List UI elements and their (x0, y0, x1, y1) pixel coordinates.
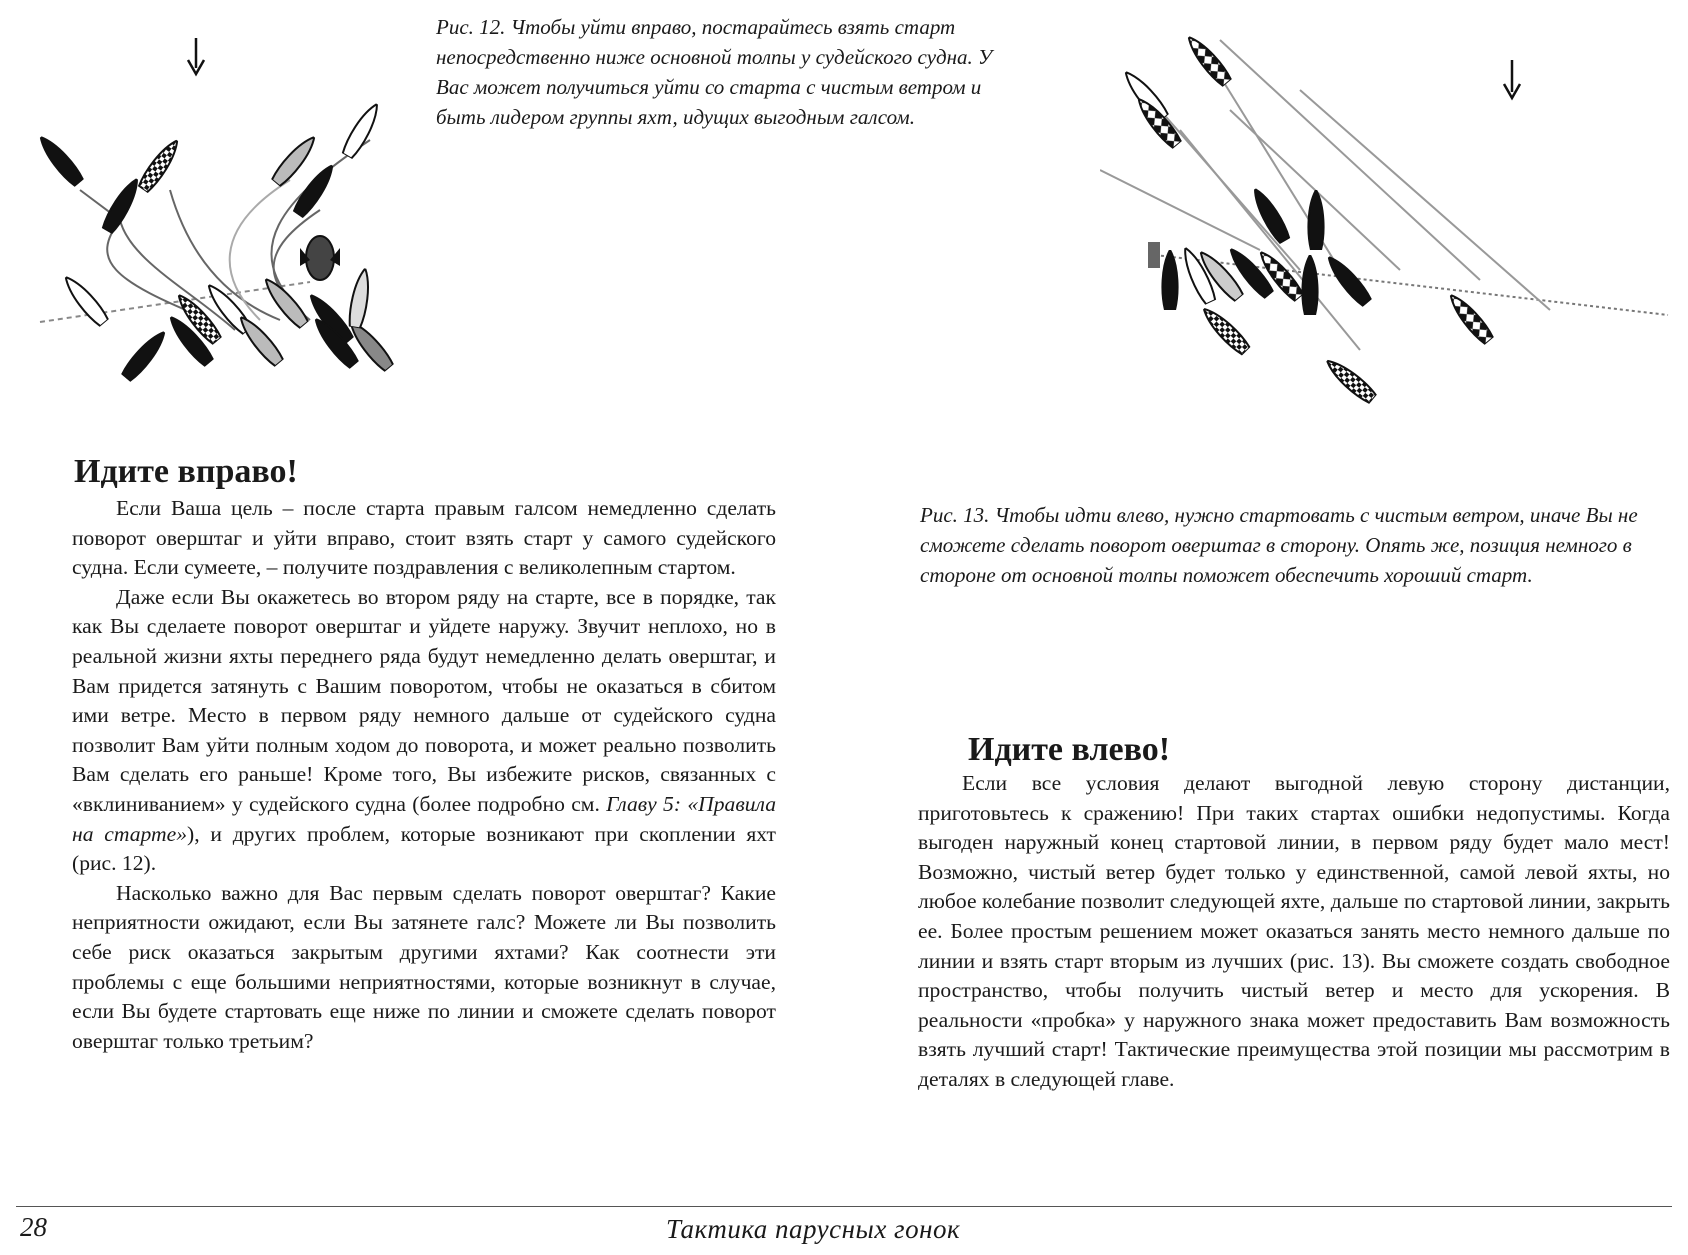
right-column-text (918, 769, 1670, 1095)
pin-mark-icon (1148, 242, 1160, 268)
figure-13-caption: Рис. 13. Чтобы идти влево, нужно стартовать с чистым ветром, иначе Вы не сможете сделать поворот оверштаг в сторону. Опять же, позиция немного в стороне от основной толпы поможет обеспечить хороший старт. (920, 503, 1638, 587)
footer-rule (16, 1206, 1672, 1207)
left-column-text (72, 494, 776, 1056)
committee-boat-icon (300, 236, 340, 280)
boat-fleet (1100, 32, 1495, 405)
paragraph: Насколько важно для Вас первым сделать поворот оверштаг? Какие неприятности ожидают, если Вы затянете галс? Можете ли Вы позволить себе риск оказаться закрытым другими яхтами? Как соотнести эти проблемы с еще большими неприятностями, которые возникнут в случае, если Вы будете стартовать еще ниже по линии и сможете сделать поворот оверштаг только третьим? (72, 880, 776, 1053)
figure-12-caption: Рис. 12. Чтобы уйти вправо, постарайтесь взять старт непосредственно ниже основной толпы у судейского судна. У Вас может получиться уйти со старта с чистым ветром и быть лидером группы яхт, идущих выгодным галсом. (436, 15, 993, 129)
paragraph: Если все условия делают выгодной левую сторону дистанции, приготовьтесь к сражению! При таких стартах ошибки недопустимы. Когда выгоден наружный конец стартовой линии, в первом ряду будет мало мест! Возможно, чистый ветер будет только у единственной, самой левой яхты, но любое колебание позволит следующей яхте, дальше по стартовой линии, закрыть ее. Более простым решением может оказаться занять место немного дальше по линии и взять старт вторым из лучших (рис. 13). Вы сможете создать свободное пространство, чтобы получить чистый ветер и место для ускорения. В реальности «пробка» у наружного знака может предоставить Вам возможность взять лучший старт! Тактические преимущества этой позиции мы рассмотрим в деталях в следующей главе. (918, 771, 1670, 1091)
paragraph: Даже если Вы окажетесь во втором ряду на старте, все в порядке, так как Вы сделаете поворот оверштаг и уйдете наружу. Звучит неплохо, но в реальной жизни яхты переднего ряда будут немедленно делать оверштаг, и Вам придется затянуть с Вашим поворотом, чтобы не оказаться в сбитом ими ветре. Место в первом ряду немного дальше от судейского судна позволит Вам уйти полным ходом до поворота, и может реально позволить Вам сделать его раньше! Кроме того, Вы избежите рисков, связанных с «вклиниванием» у судейского судна (более подробно см. Главу 5: «Правила на старте»), и других проблем, которые возникают при скоплении яхт (рис. 12). (72, 584, 776, 876)
running-title: Тактика парусных гонок (666, 1214, 961, 1244)
paragraph: Если Ваша цель – после старта правым галсом немедленно сделать поворот оверштаг и уйти вправо, стоит взять старт у самого судейского судна. Если сумеете, – получите поздравления с великолепным стартом. (72, 496, 776, 580)
chapter-reference: Главу 5: «Правила на старте» (72, 791, 776, 846)
section-heading-go-right: Идите вправо! (74, 453, 298, 490)
wind-arrow-icon (1504, 60, 1520, 98)
boat-fleet (35, 100, 395, 383)
figure-12-diagram (20, 20, 440, 410)
page-number: 28 (20, 1212, 47, 1242)
wind-arrow-icon (188, 38, 204, 74)
section-heading-go-left: Идите влево! (968, 731, 1171, 768)
figure-13-diagram (1100, 20, 1670, 440)
